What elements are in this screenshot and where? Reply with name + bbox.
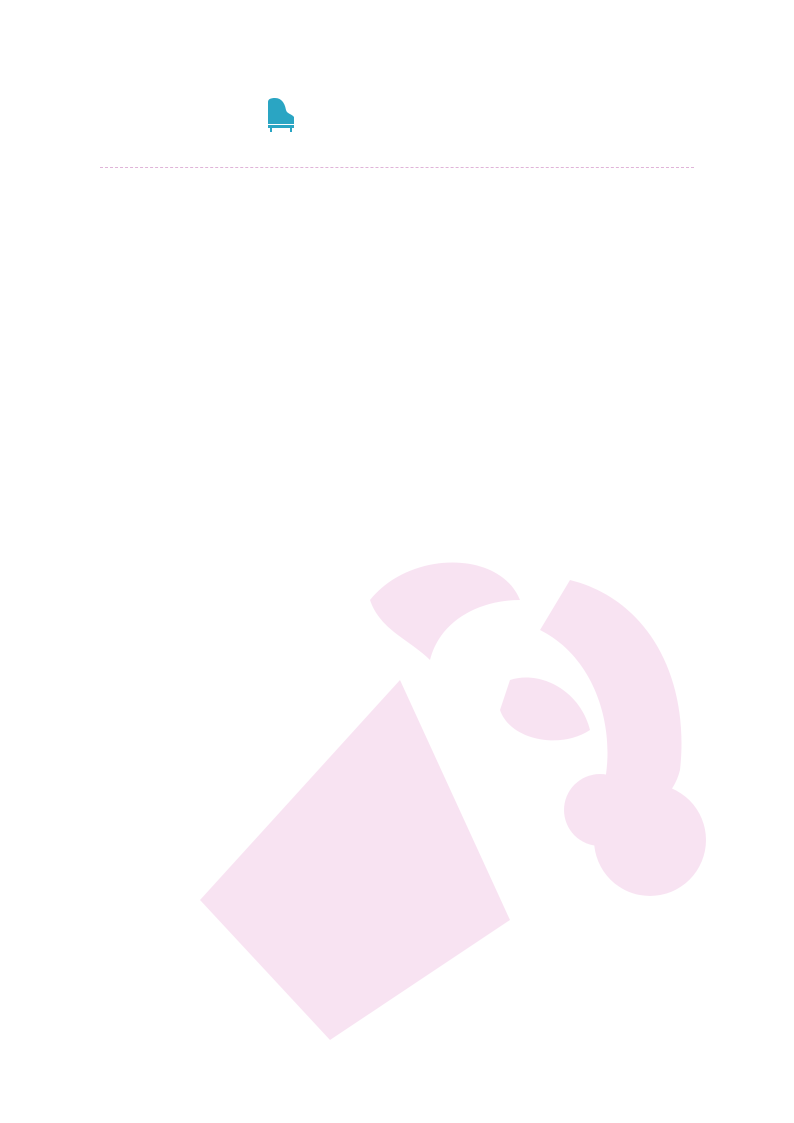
music-note-watermark-icon	[180, 540, 740, 1060]
program-header	[0, 86, 794, 156]
piano-icon	[266, 98, 296, 132]
program-list	[100, 167, 694, 168]
